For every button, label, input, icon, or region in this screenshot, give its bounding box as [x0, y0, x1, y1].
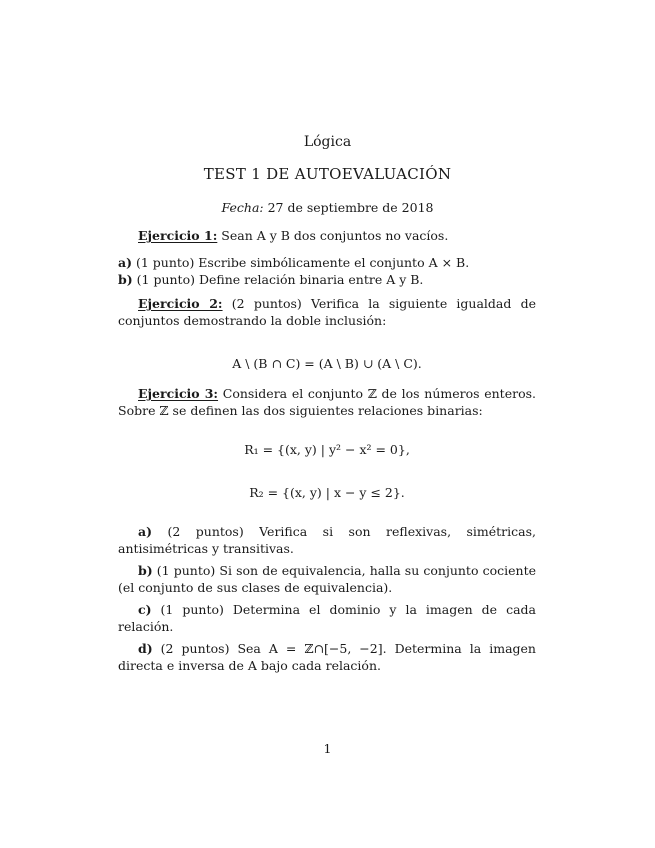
ejercicio-3-heading: Ejercicio 3:: [138, 386, 219, 401]
ejercicio-3-item-d: [118, 640, 536, 674]
ejercicio-3-text: Considera el conjunto ℤ de los números enteros. Sobre ℤ se definen las dos siguientes relaciones binarias:: [118, 386, 536, 418]
ejercicio-3-formula-r1: R₁ = {(x, y) | y² − x² = 0},: [244, 442, 410, 457]
item-text: (1 punto) Si son de equivalencia, halla su conjunto cociente (el conjunto de sus clases de equivalencia).: [118, 563, 536, 595]
ejercicio-3-item-c: [118, 601, 536, 635]
ejercicio-2-text: (2 puntos) Verifica la siguiente igualdad de conjuntos demostrando la doble inclusión:: [118, 296, 537, 328]
date-label: Fecha:: [221, 200, 264, 215]
ejercicio-1-item-a: [118, 254, 536, 271]
ejercicio-2-formula: A \ (B ∩ C) = (A \ B) ∪ (A \ C).: [232, 356, 422, 371]
page-number: 1: [323, 741, 332, 756]
test-title: TEST 1 DE AUTOEVALUACIÓN: [203, 165, 452, 183]
item-text: (1 punto) Define relación binaria entre A y B.: [136, 272, 424, 287]
date-value: 27 de septiembre de 2018: [267, 200, 434, 215]
ejercicio-3-formula-r2: R₂ = {(x, y) | x − y ≤ 2}.: [249, 485, 405, 500]
ejercicio-3-item-b: [118, 562, 536, 596]
item-label: d): [138, 641, 153, 656]
item-text: (1 punto) Determina el dominio y la imagen de cada relación.: [118, 602, 536, 634]
ejercicio-3: [118, 385, 536, 674]
item-label: a): [138, 524, 153, 539]
item-label: b): [118, 272, 133, 287]
item-text: (1 punto) Escribe simbólicamente el conjunto A × B.: [136, 255, 470, 270]
ejercicio-1-heading: Ejercicio 1:: [138, 228, 218, 243]
ejercicio-1-intro: [118, 227, 536, 244]
ejercicio-3-statement: [118, 385, 536, 419]
ejercicio-2: [118, 295, 536, 372]
ejercicio-2-statement: [118, 295, 536, 329]
ejercicio-3-item-a: [118, 523, 536, 557]
subject-title: Lógica: [303, 134, 352, 150]
date-line: [0, 200, 655, 215]
item-label: a): [118, 255, 133, 270]
ejercicio-1-intro-text: Sean A y B dos conjuntos no vacíos.: [221, 228, 449, 243]
ejercicio-2-heading: Ejercicio 2:: [138, 296, 223, 311]
ejercicio-1: [118, 227, 536, 288]
item-label: b): [138, 563, 153, 578]
item-text: (2 puntos) Verifica si son reflexivas, simétricas, antisimétricas y transitivas.: [118, 524, 536, 556]
item-label: c): [138, 602, 152, 617]
ejercicio-1-item-b: [118, 271, 536, 288]
item-text: (2 puntos) Sea A = ℤ∩[−5, −2]. Determina la imagen directa e inversa de A bajo cada relación.: [118, 641, 536, 673]
